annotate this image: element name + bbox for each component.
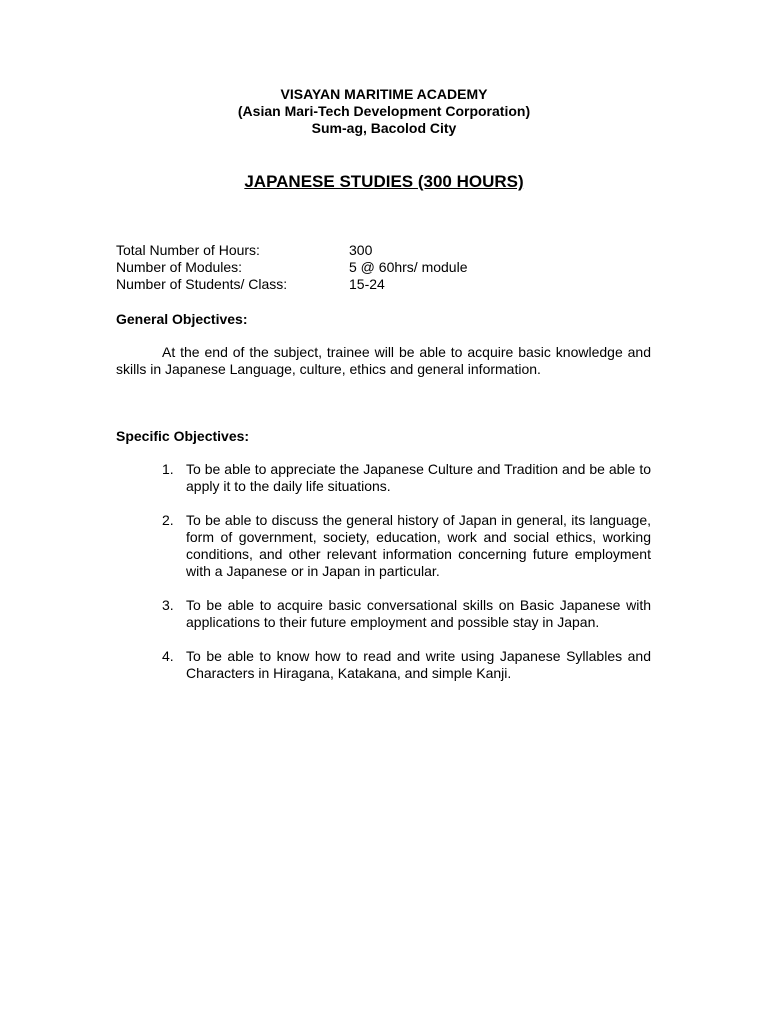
course-info [116, 242, 616, 293]
institution-name: VISAYAN MARITIME ACADEMY [280, 86, 488, 102]
general-objectives-heading: General Objectives: [116, 311, 248, 327]
document-title [0, 171, 768, 193]
list-item [116, 648, 651, 682]
list-item-number: 3. [162, 597, 174, 613]
info-row-students [116, 276, 616, 293]
list-item-text: To be able to appreciate the Japanese Culture and Tradition and be able to apply it to the daily life situations. [186, 461, 651, 494]
info-value: 300 [349, 242, 373, 258]
info-value: 15-24 [349, 276, 385, 292]
info-label: Number of Modules: [116, 259, 243, 275]
title-text: JAPANESE STUDIES (300 HOURS) [244, 172, 524, 191]
info-row-hours [116, 242, 616, 259]
info-label: Total Number of Hours: [116, 242, 260, 258]
list-item-number: 1. [162, 461, 174, 477]
info-label: Number of Students/ Class: [116, 276, 288, 292]
info-value: 5 @ 60hrs/ module [349, 259, 468, 275]
specific-objectives-heading: Specific Objectives: [116, 428, 250, 444]
specific-objectives-list [116, 461, 651, 699]
list-item-text: To be able to discuss the general history of Japan in general, its language, form of government, society, education, work and social ethics, working conditions, and other relevant information concerning future employment with a Japanese or in Japan in particular. [186, 512, 651, 579]
list-item-text: To be able to acquire basic conversational skills on Basic Japanese with applications to their future employment and possible stay in Japan. [186, 597, 651, 630]
list-item-text: To be able to know how to read and write using Japanese Syllables and Characters in Hiragana, Katakana, and simple Kanji. [186, 648, 651, 681]
institution-address: Sum-ag, Bacolod City [311, 120, 457, 136]
list-item-number: 2. [162, 512, 174, 528]
general-objectives-text: At the end of the subject, trainee will be able to acquire basic knowledge and skills in Japanese Language, culture, ethics and general information. [116, 344, 651, 377]
corporation-name: (Asian Mari-Tech Development Corporation) [237, 103, 531, 119]
list-item [116, 461, 651, 495]
info-row-modules [116, 259, 616, 276]
list-item [116, 597, 651, 631]
list-item-number: 4. [162, 648, 174, 664]
list-item [116, 512, 651, 580]
document-header [0, 86, 768, 137]
